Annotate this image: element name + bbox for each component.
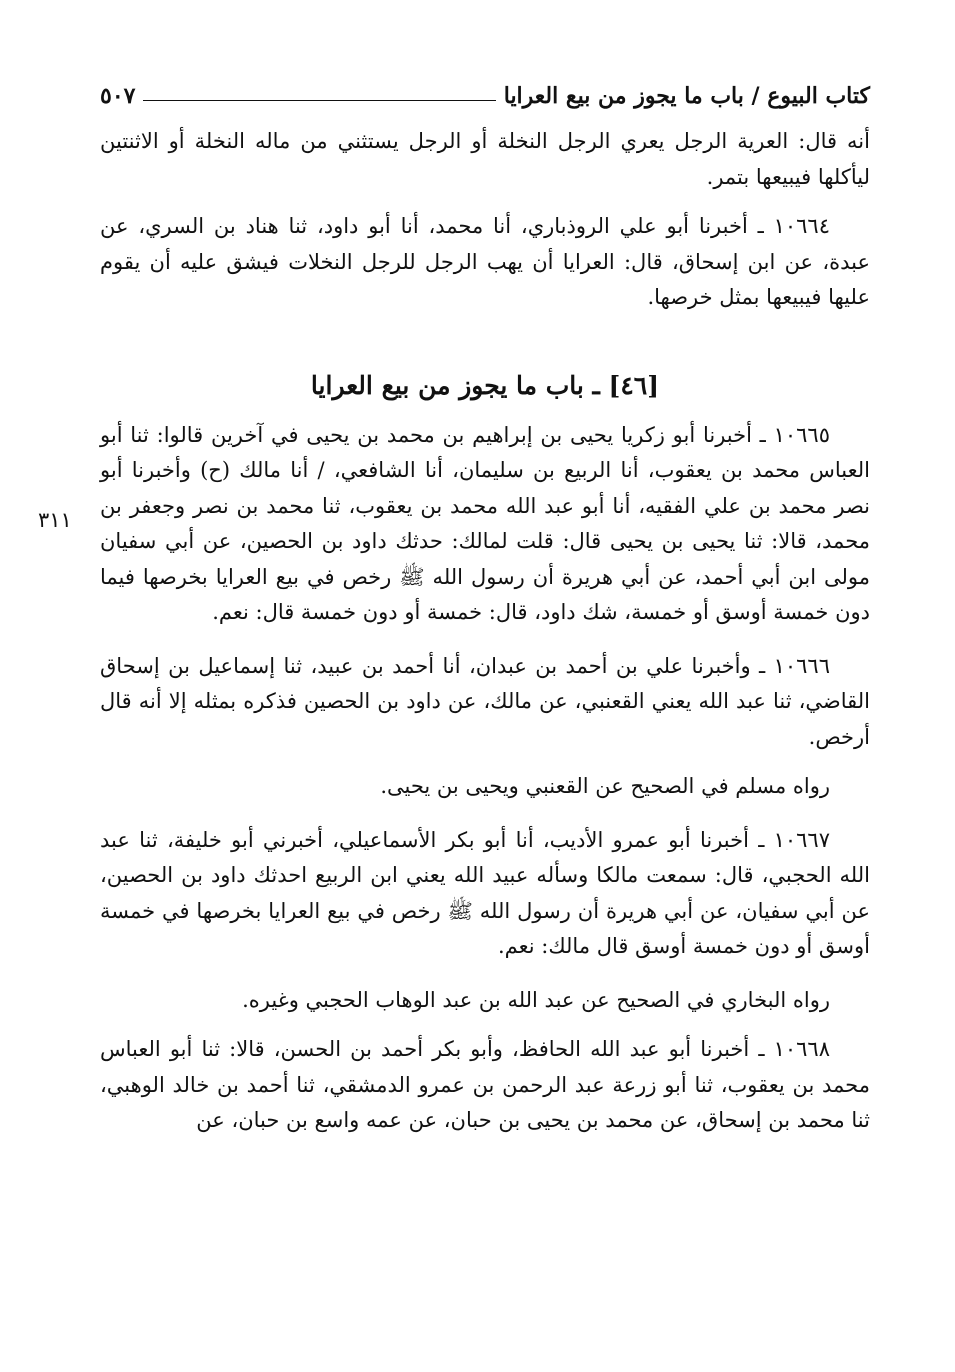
page-number: ٥٠٧	[100, 83, 136, 109]
hadith-10666: ١٠٦٦٦ ـ وأخبرنا علي بن أحمد بن عبدان، أنا أحمد بن عبيد، ثنا إسماعيل بن إسحاق القاضي، ثنا عبد الله يعني القعنبي، عن مالك، عن داود بن الحصين فذكره بمثله إلا أنه قال أرخص.	[100, 653, 870, 749]
running-title: كتاب البيوع / باب ما يجوز من بيع العرايا	[503, 83, 870, 109]
paragraph-continuation: أنه قال: العرية الرجل يعري الرجل النخلة أو الرجل يستثني من ماله النخلة أو الاثنتين ليأكلها فيبيعها بتمر.	[100, 129, 870, 189]
main-text	[100, 124, 870, 1139]
hadith-10667: ١٠٦٦٧ ـ أخبرنا أبو عمرو الأديب، أنا أبو بكر الأسماعيلي، أخبرني أبو خليفة، ثنا عبد الله الحجبي، قال: سمعت مالكا وسأله عبيد الله يعني ابن الربيع احدثك داود بن الحصين، عن أبي سفيان، عن أبي هريرة أن رسول الله ﷺ رخص في بيع العرايا بخرصها في خمسة أوسق أو دون خمسة أوسق قال مالك: نعم.	[100, 827, 870, 958]
narration-note-bukhari: رواه البخاري في الصحيح عن عبد الله بن عبد الوهاب الحجبي وغيره.	[242, 987, 830, 1012]
margin-page-reference: ٣١١	[38, 508, 72, 532]
page-header	[100, 76, 870, 116]
header-rule	[143, 100, 495, 101]
hadith-10665: ١٠٦٦٥ ـ أخبرنا أبو زكريا يحيى بن إبراهيم بن محمد بن يحيى في آخرين قالوا: ثنا أبو العباس محمد بن يعقوب، أنا الربيع بن سليمان، أنا الشافعي، / أنا مالك (ح) وأخبرنا أبو نصر محمد بن علي الفقيه، أنا أبو عبد الله محمد بن يعقوب، ثنا محمد بن نصر وجعفر بن محمد، قالا: ثنا يحيى بن يحيى قال: قلت لمالك: حدثك داود بن الحصين، عن أبي سفيان مولى ابن أبي أحمد، عن أبي هريرة أن رسول الله ﷺ رخص في بيع العرايا بخرصها فيما دون خمسة أوسق أو خمسة، شك داود، قال: خمسة أو دون خمسة قال: نعم.	[100, 422, 870, 624]
narration-note-muslim: رواه مسلم في الصحيح عن القعنبي ويحيى بن يحيى.	[380, 774, 830, 798]
hadith-10664: ١٠٦٦٤ ـ أخبرنا أبو علي الروذباري، أنا محمد، أنا أبو داود، ثنا هناد بن السري، عن عبدة، عن ابن إسحاق، قال: العرايا أن يهب الرجل للرجل النخلات فيشق عليه أن يقوم عليها فيبيعها بمثل خرصها.	[100, 214, 870, 309]
section-heading: [٤٦] ـ باب ما يجوز من بيع العرايا	[310, 370, 660, 400]
hadith-10668: ١٠٦٦٨ ـ أخبرنا أبو عبد الله الحافظ، وأبو بكر أحمد بن الحسن، قالا: ثنا أبو العباس محمد بن يعقوب، ثنا أبو زرعة عبد الرحمن بن عمرو الدمشقي، ثنا أحمد بن خالد الوهبي، ثنا محمد بن إسحاق، عن محمد بن يحيى بن حبان، عن عمه واسع بن حبان، عن	[100, 1037, 870, 1132]
